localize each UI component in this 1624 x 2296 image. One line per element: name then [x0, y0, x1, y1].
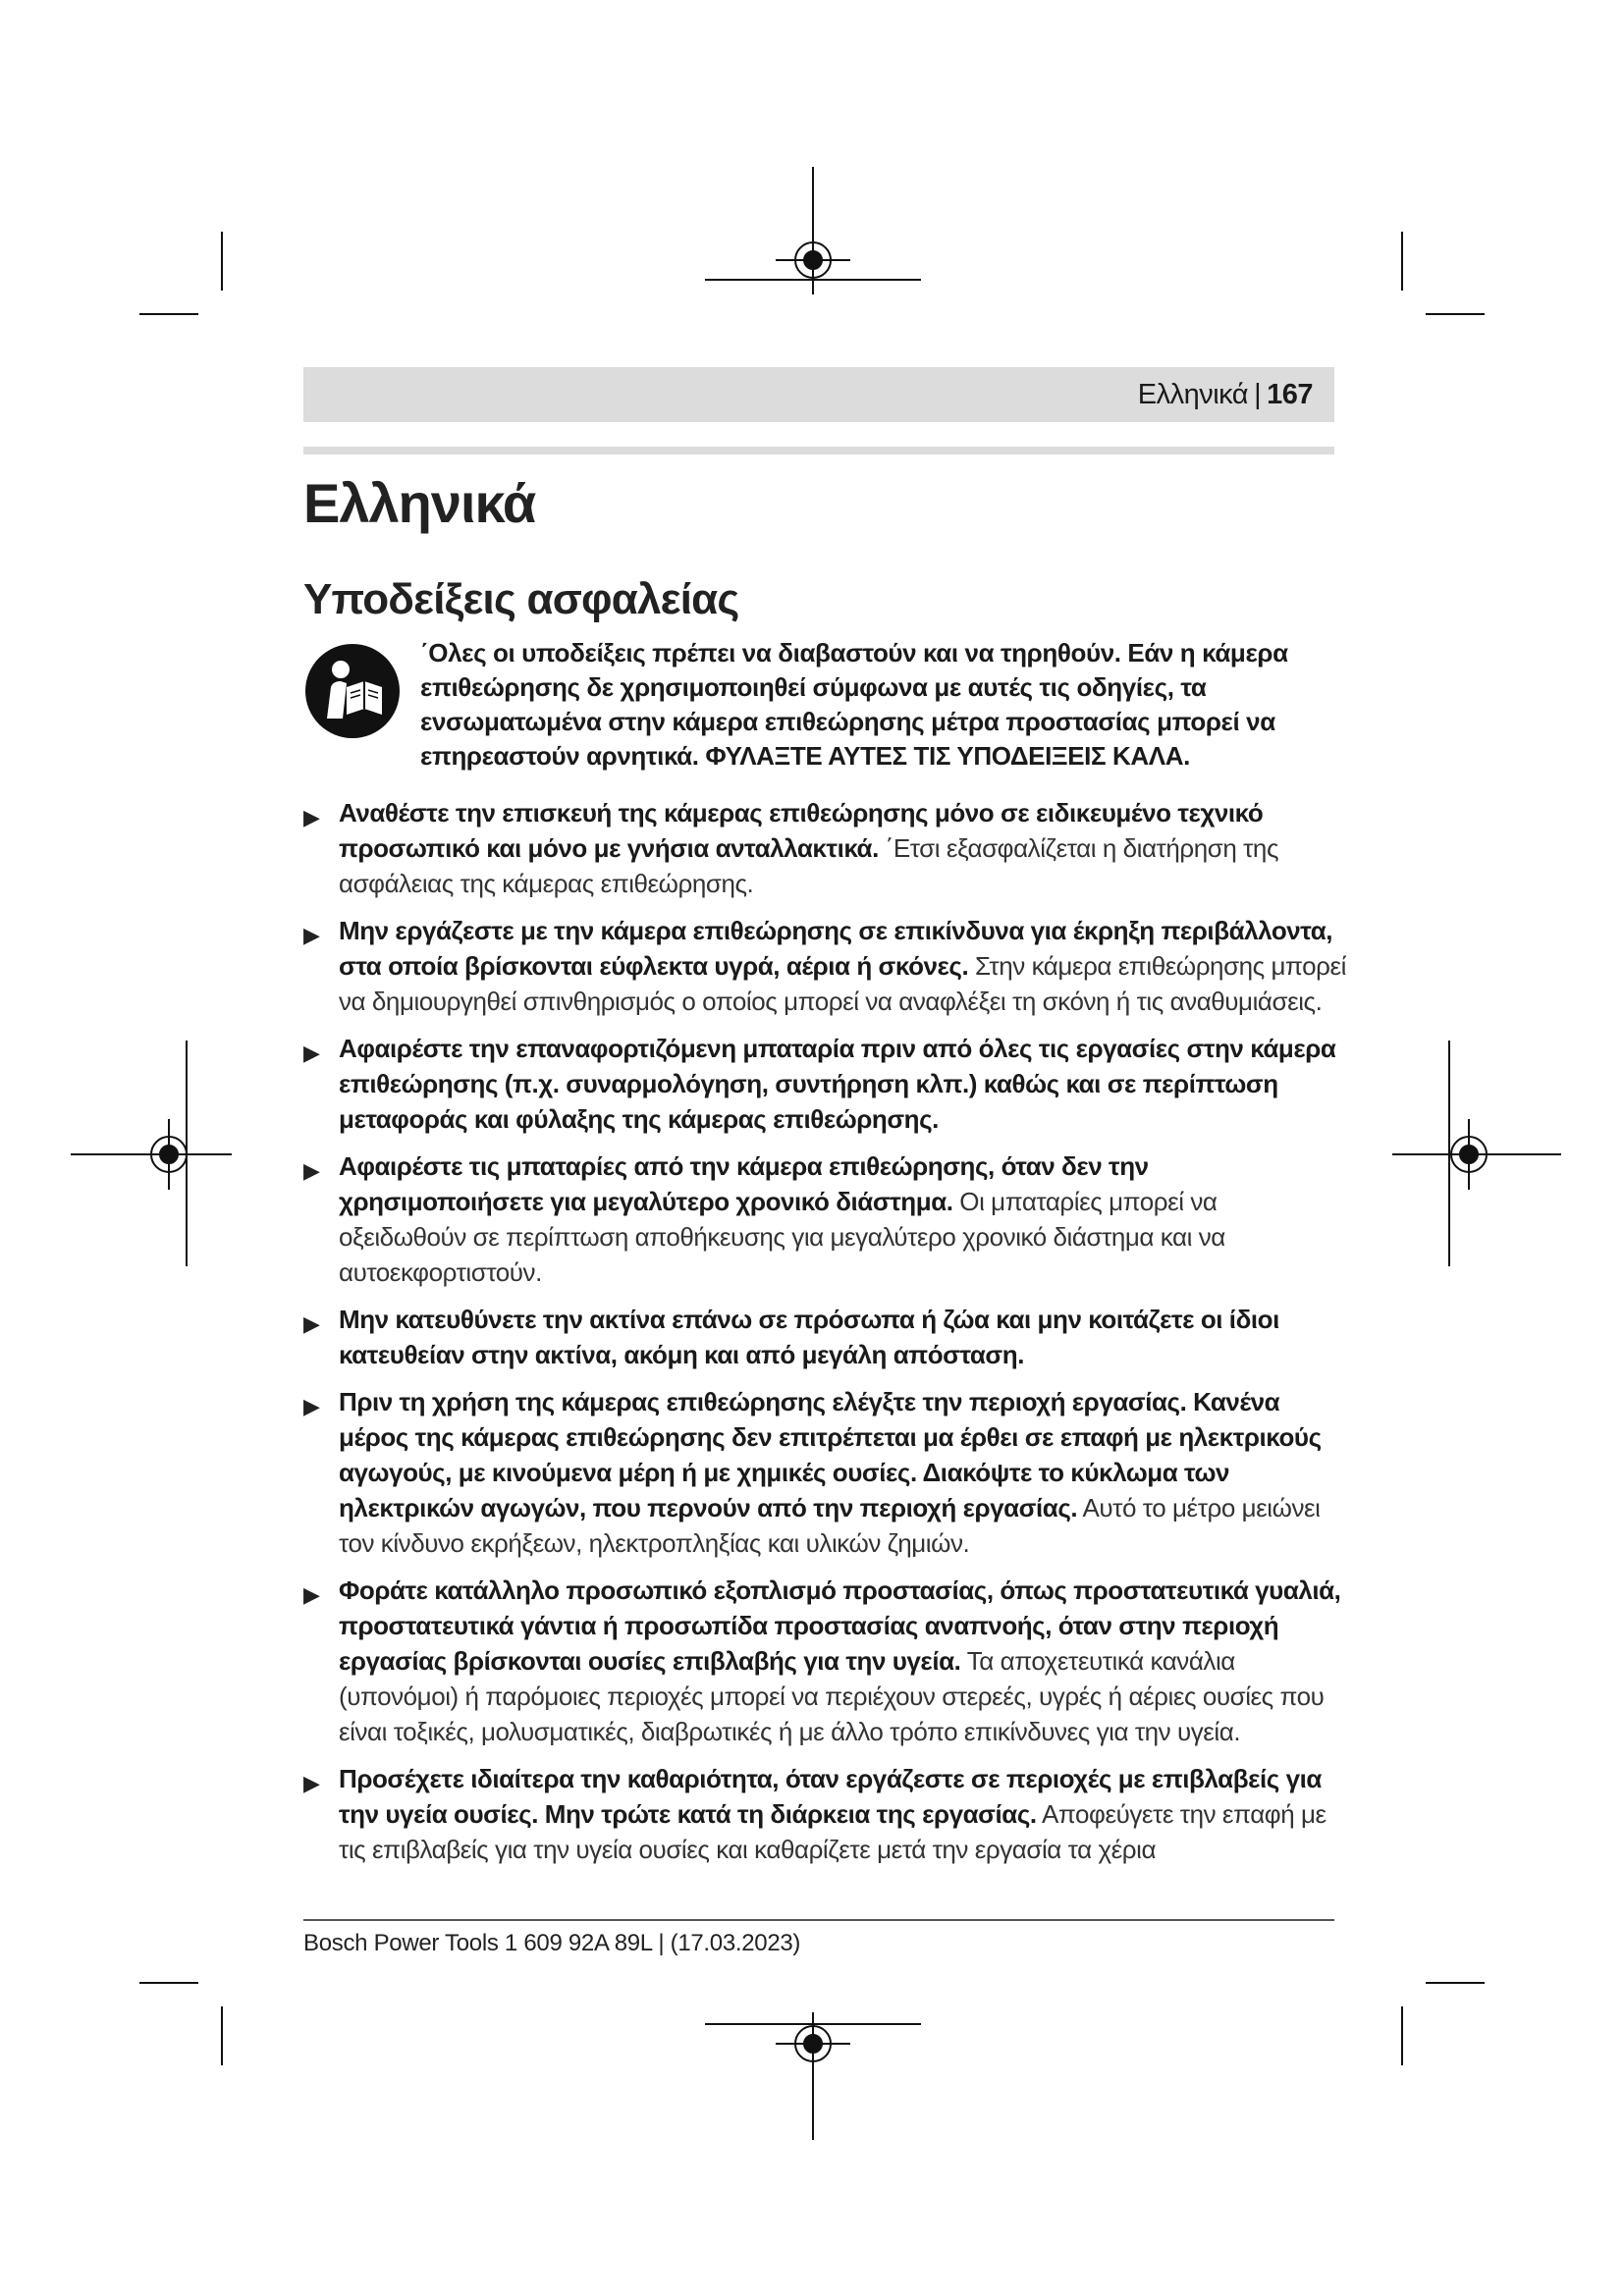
list-item — [303, 1573, 1346, 1749]
list-item — [303, 1384, 1346, 1561]
header-rule — [303, 447, 1334, 454]
bullet-regular-text: Στην κάμερα επιθεώρησης μπορεί να δημιουργηθεί σπινθηρισμός ο οποίος μπορεί να αναφλέξει τη σκόνη ή τις αναθυμιάσεις. — [339, 951, 1346, 1016]
read-manual-icon — [303, 642, 402, 740]
bullet-arrow-icon: ▶ — [303, 1158, 320, 1183]
page-number: 167 — [1267, 378, 1313, 410]
bullet-bold-text: Πριν τη χρήση της κάμερας επιθεώρησης ελέγξτε την περιοχή εργασίας. Κανένα μέρος της κάμερας επιθεώρησης δεν επιτρέπεται μα έρθει σε επαφή με ηλεκτρικούς αγωγούς, με κινούμενα μέρη ή με χημικές ουσίες. Διακόψτε το κύκλωμα των ηλεκτρικών αγωγών, που περνούν από την περιοχή εργασίας. — [339, 1387, 1322, 1522]
page-footer: Bosch Power Tools 1 609 92A 89L | (17.03.2023) — [303, 1930, 801, 1956]
bullet-arrow-icon: ▶ — [303, 1394, 320, 1418]
page-header — [303, 367, 1334, 422]
page-title: Ελληνικά — [303, 472, 536, 534]
bullet-arrow-icon: ▶ — [303, 1041, 320, 1065]
bullet-regular-text: Αποφεύγετε την επαφή με τις επιβλαβείς για την υγεία ουσίες και καθαρίζετε μετά την εργασία τα χέρια — [339, 1799, 1326, 1864]
safety-list — [303, 795, 1346, 1879]
registration-mark-left — [71, 1041, 232, 1266]
registration-mark-bottom — [705, 2012, 921, 2140]
registration-mark-top — [705, 167, 921, 294]
bullet-arrow-icon: ▶ — [303, 805, 320, 829]
bullet-regular-text: Αυτό το μέτρο μειώνει τον κίνδυνο εκρήξεων, ηλεκτροπληξίας και υλικών ζημιών. — [339, 1493, 1321, 1558]
bullet-arrow-icon: ▶ — [303, 1771, 320, 1795]
bullet-bold-text: Αφαιρέστε την επαναφορτιζόμενη μπαταρία πριν από όλες τις εργασίες στην κάμερα επιθεώρησης (π.χ. συναρμολόγηση, συντήρηση κλπ.) καθώς και σε περίπτωση μεταφοράς και φύλαξης της κάμερας επιθεώρησης. — [339, 1034, 1336, 1134]
bullet-bold-text: Φοράτε κατάλληλο προσωπικό εξοπλισμό προστασίας, όπως προστατευτικά γυαλιά, προστατευτικά γάντια ή προσωπίδα προστασίας αναπνοής, όταν στην περιοχή εργασίας βρίσκονται ουσίες επιβλαβής για την υγεία. — [339, 1575, 1341, 1676]
list-item — [303, 1302, 1346, 1372]
header-section-label: Ελληνικά — [1137, 378, 1249, 410]
bullet-regular-text: Τα αποχετευτικά κανάλια (υπονόμοι) ή παρόμοιες περιοχές μπορεί να περιέχουν στερεές, υγρές ή αέριες ουσίες που είναι τοξικές, μολυσματικές, διαβρωτικές ή με άλλο τρόπο επικίνδυνες για την υγεία. — [339, 1646, 1325, 1746]
bullet-arrow-icon: ▶ — [303, 923, 320, 947]
registration-mark-right — [1392, 1041, 1561, 1266]
list-item — [303, 913, 1346, 1019]
bullet-bold-text: Μην εργάζεστε με την κάμερα επιθεώρησης σε επικίνδυνα για έκρηξη περιβάλλοντα, στα οποία βρίσκονται εύφλεκτα υγρά, αέρια ή σκόνες. — [339, 916, 1333, 981]
footer-rule — [303, 1919, 1334, 1921]
bullet-arrow-icon: ▶ — [303, 1582, 320, 1607]
bullet-regular-text: ΄Ετσι εξασφαλίζεται η διατήρηση της ασφάλειας της κάμερας επιθεώρησης. — [339, 833, 1279, 898]
bullet-regular-text: Οι μπαταρίες μπορεί να οξειδωθούν σε περίπτωση αποθήκευσης για μεγαλύτερο χρονικό διάστημα και να αυτοεκφορτιστούν. — [339, 1187, 1225, 1287]
list-item — [303, 795, 1346, 901]
bullet-bold-text: Προσέχετε ιδιαίτερα την καθαριότητα, όταν εργάζεστε σε περιοχές με επιβλαβείς για την υγεία ουσίες. Μην τρώτε κατά τη διάρκεια της εργασίας. — [339, 1764, 1322, 1829]
list-item — [303, 1148, 1346, 1290]
bullet-arrow-icon: ▶ — [303, 1311, 320, 1336]
section-heading: Υποδείξεις ασφαλείας — [303, 575, 739, 623]
header-separator: | — [1254, 378, 1262, 410]
bullet-bold-text: Αναθέστε την επισκευή της κάμερας επιθεώρησης μόνο σε ειδικευμένο τεχνικό προσωπικό και μόνο με γνήσια ανταλλακτικά. — [339, 798, 1264, 863]
bullet-bold-text: Αφαιρέστε τις μπαταρίες από την κάμερα επιθεώρησης, όταν δεν την χρησιμοποιήσετε για μεγαλύτερο χρονικό διάστημα. — [339, 1151, 1149, 1216]
list-item — [303, 1761, 1346, 1867]
bullet-bold-text: Μην κατευθύνετε την ακτίνα επάνω σε πρόσωπα ή ζώα και μην κοιτάζετε οι ίδιοι κατευθείαν στην ακτίνα, ακόμη και από μεγάλη απόσταση. — [339, 1305, 1279, 1369]
intro-warning-text: ΄Ολες οι υποδείξεις πρέπει να διαβαστούν και να τηρηθούν. Εάν η κάμερα επιθεώρησης δε χρησιμοποιηθεί σύμφωνα με αυτές τις οδηγίες, τα ενσωματωμένα στην κάμερα επιθεώρησης μέτρα προστασίας μπορεί να επηρεαστούν αρνητικά. ΦΥΛΑΞΤΕ ΑΥΤΕΣ ΤΙΣ ΥΠΟΔΕΙΞΕΙΣ ΚΑΛΑ. — [420, 638, 1288, 771]
list-item — [303, 1031, 1346, 1137]
